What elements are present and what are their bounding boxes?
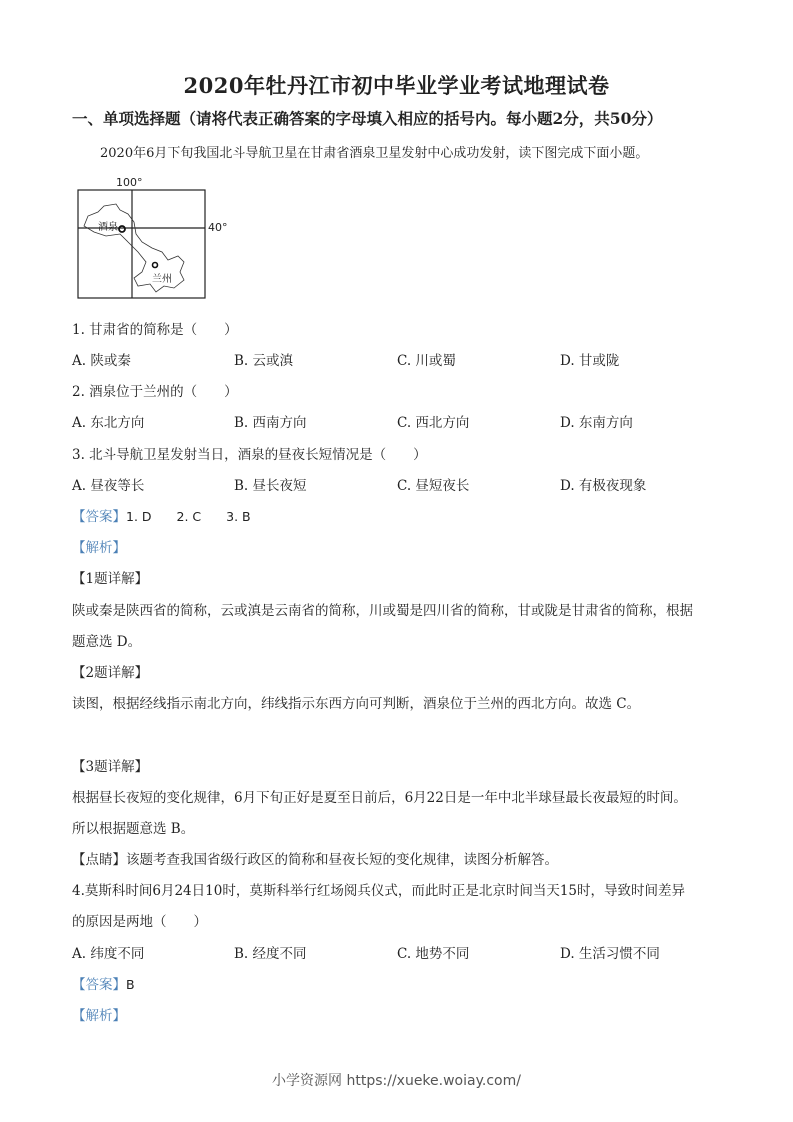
detail-1-text-2: 题意选 D。	[72, 634, 142, 650]
q4-option-b: B. 经度不同	[234, 946, 307, 962]
q4-option-d: D. 生活习惯不同	[560, 946, 660, 962]
city-label-jiuquan: 酒泉	[98, 222, 118, 233]
q2-option-b: B. 西南方向	[234, 415, 307, 431]
question-3-stem: 3. 北斗导航卫星发射当日，酒泉的昼夜长短情况是（ ）	[72, 447, 427, 463]
tip-text: 【点睛】该题考查我国省级行政区的简称和昼夜长短的变化规律，读图分析解答。	[72, 852, 558, 868]
detail-3-text-1: 根据昼长夜短的变化规律，6月下旬正好是夏至日前后，6月22日是一年中北半球昼最长夜最短的时间。	[72, 790, 687, 806]
footer-watermark: 小学资源网 https://xueke.woiay.com/	[272, 1073, 521, 1089]
q1-option-d: D. 甘或陇	[560, 353, 620, 369]
q3-option-c: C. 昼短夜长	[397, 478, 470, 494]
q2-option-c: C. 西北方向	[397, 415, 470, 431]
detail-1-label: 【1题详解】	[72, 571, 149, 587]
page-title: 2020年牡丹江市初中毕业学业考试地理试卷	[183, 73, 610, 98]
answer-label-2: 【答案】	[72, 977, 126, 993]
q3-option-a: A. 昼夜等长	[72, 478, 145, 494]
q1-option-b: B. 云或滇	[234, 353, 294, 369]
detail-1-text-1: 陕或秦是陕西省的简称，云或滇是云南省的简称，川或蜀是四川省的简称，甘或陇是甘肃省的简称，根据	[72, 603, 693, 619]
answer-line-2	[72, 973, 135, 993]
detail-3-label: 【3题详解】	[72, 759, 149, 775]
answer-line-1	[72, 505, 251, 525]
detail-2-label: 【2题详解】	[72, 665, 149, 681]
analysis-label-2: 【解析】	[72, 1008, 126, 1024]
section-heading: 一、单项选择题（请将代表正确答案的字母填入相应的括号内。每小题2分，共50分）	[72, 109, 663, 128]
question-4-stem-2: 的原因是两地（ ）	[72, 914, 207, 930]
q4-option-c: C. 地势不同	[397, 946, 470, 962]
q2-option-d: D. 东南方向	[560, 415, 633, 431]
answer-value-2: B	[126, 977, 135, 992]
q3-option-d: D. 有极夜现象	[560, 478, 647, 494]
q3-option-b: B. 昼长夜短	[234, 478, 307, 494]
longitude-label: 100°	[116, 176, 143, 189]
question-1-stem: 1. 甘肃省的简称是（ ）	[72, 322, 238, 338]
q2-option-a: A. 东北方向	[72, 415, 145, 431]
answer-value: 1. D 2. C 3. B	[126, 509, 251, 524]
answer-label: 【答案】	[72, 509, 126, 525]
gansu-map	[76, 176, 246, 302]
city-label-lanzhou: 兰州	[152, 274, 172, 285]
detail-2-text-1: 读图，根据经线指示南北方向，纬线指示东西方向可判断，酒泉位于兰州的西北方向。故选 C。	[72, 696, 641, 712]
q1-option-a: A. 陕或秦	[72, 353, 131, 369]
latitude-label: 40°	[208, 221, 228, 234]
detail-3-text-2: 所以根据题意选 B。	[72, 821, 195, 837]
question-4-stem-1: 4.莫斯科时间6月24日10时，莫斯科举行红场阅兵仪式，而此时正是北京时间当天15时，导致时间差异	[72, 883, 686, 899]
analysis-label: 【解析】	[72, 540, 126, 556]
question-2-stem: 2. 酒泉位于兰州的（ ）	[72, 384, 238, 400]
intro-text: 2020年6月下旬我国北斗导航卫星在甘肃省酒泉卫星发射中心成功发射，读下图完成下面小题。	[100, 146, 649, 161]
q4-option-a: A. 纬度不同	[72, 946, 145, 962]
q1-option-c: C. 川或蜀	[397, 353, 456, 369]
